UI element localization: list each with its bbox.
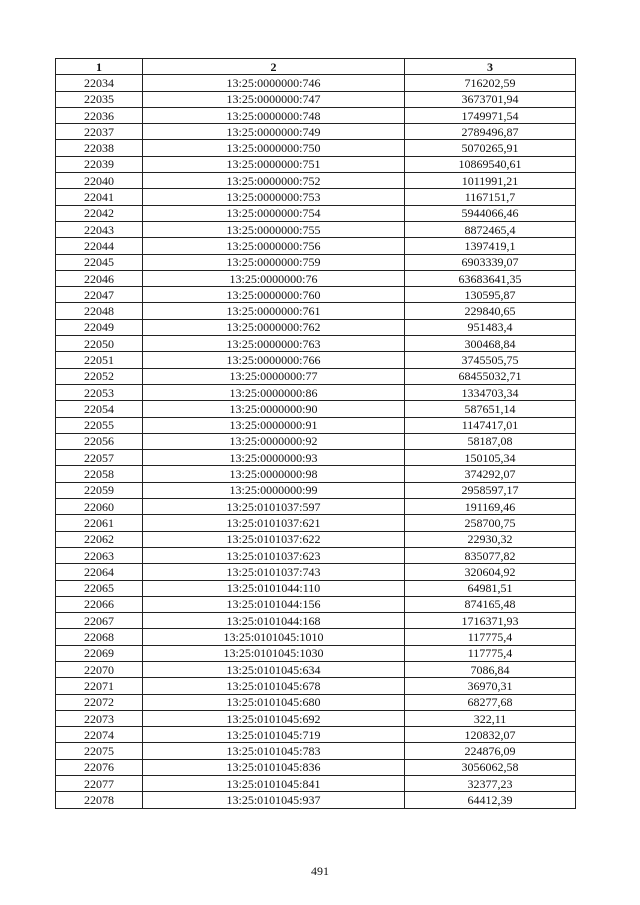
value-cell: 6903339,07	[405, 254, 576, 270]
row-number-cell: 22059	[56, 482, 143, 498]
table-row	[56, 319, 576, 335]
table-row	[56, 303, 576, 319]
value-cell: 716202,59	[405, 75, 576, 91]
value-cell: 1011991,21	[405, 173, 576, 189]
value-cell: 7086,84	[405, 661, 576, 677]
row-number-cell: 22049	[56, 319, 143, 335]
table-row	[56, 629, 576, 645]
value-cell: 587651,14	[405, 401, 576, 417]
table-row	[56, 580, 576, 596]
value-cell: 32377,23	[405, 776, 576, 792]
row-number-cell: 22068	[56, 629, 143, 645]
row-number-cell: 22071	[56, 678, 143, 694]
table-row	[56, 75, 576, 91]
row-number-cell: 22064	[56, 564, 143, 580]
value-cell: 68455032,71	[405, 368, 576, 384]
row-number-cell: 22065	[56, 580, 143, 596]
table-row	[56, 531, 576, 547]
cadastral-number-cell: 13:25:0000000:751	[143, 156, 405, 172]
table-row	[56, 205, 576, 221]
row-number-cell: 22066	[56, 596, 143, 612]
cadastral-number-cell: 13:25:0000000:76	[143, 270, 405, 286]
cadastral-number-cell: 13:25:0000000:761	[143, 303, 405, 319]
cadastral-number-cell: 13:25:0101045:692	[143, 710, 405, 726]
cadastral-number-cell: 13:25:0101045:937	[143, 792, 405, 808]
table-row	[56, 384, 576, 400]
table-row	[56, 352, 576, 368]
table-row	[56, 189, 576, 205]
row-number-cell: 22062	[56, 531, 143, 547]
value-cell: 258700,75	[405, 515, 576, 531]
row-number-cell: 22055	[56, 417, 143, 433]
table-row	[56, 564, 576, 580]
table-row	[56, 221, 576, 237]
value-cell: 120832,07	[405, 727, 576, 743]
row-number-cell: 22078	[56, 792, 143, 808]
row-number-cell: 22075	[56, 743, 143, 759]
value-cell: 2958597,17	[405, 482, 576, 498]
cadastral-number-cell: 13:25:0101037:621	[143, 515, 405, 531]
table-row	[56, 91, 576, 107]
value-cell: 150105,34	[405, 450, 576, 466]
cadastral-number-cell: 13:25:0101044:156	[143, 596, 405, 612]
registry-table	[55, 58, 576, 809]
cadastral-number-cell: 13:25:0101037:623	[143, 547, 405, 563]
row-number-cell: 22043	[56, 221, 143, 237]
cadastral-number-cell: 13:25:0000000:90	[143, 401, 405, 417]
row-number-cell: 22045	[56, 254, 143, 270]
cadastral-number-cell: 13:25:0000000:766	[143, 352, 405, 368]
cadastral-number-cell: 13:25:0000000:750	[143, 140, 405, 156]
table-row	[56, 678, 576, 694]
row-number-cell: 22070	[56, 661, 143, 677]
table-row	[56, 368, 576, 384]
row-number-cell: 22056	[56, 433, 143, 449]
table-row	[56, 710, 576, 726]
value-cell: 951483,4	[405, 319, 576, 335]
cadastral-number-cell: 13:25:0101037:622	[143, 531, 405, 547]
value-cell: 1334703,34	[405, 384, 576, 400]
row-number-cell: 22073	[56, 710, 143, 726]
value-cell: 22930,32	[405, 531, 576, 547]
table-row	[56, 450, 576, 466]
cadastral-number-cell: 13:25:0101045:841	[143, 776, 405, 792]
cadastral-number-cell: 13:25:0000000:748	[143, 107, 405, 123]
value-cell: 300468,84	[405, 336, 576, 352]
row-number-cell: 22036	[56, 107, 143, 123]
value-cell: 322,11	[405, 710, 576, 726]
row-number-cell: 22035	[56, 91, 143, 107]
row-number-cell: 22037	[56, 124, 143, 140]
row-number-cell: 22060	[56, 499, 143, 515]
cadastral-number-cell: 13:25:0000000:91	[143, 417, 405, 433]
row-number-cell: 22074	[56, 727, 143, 743]
value-cell: 117775,4	[405, 645, 576, 661]
table-row	[56, 433, 576, 449]
cadastral-number-cell: 13:25:0000000:755	[143, 221, 405, 237]
value-cell: 1167151,7	[405, 189, 576, 205]
table-row	[56, 499, 576, 515]
table-body	[56, 75, 576, 808]
table-row	[56, 596, 576, 612]
cadastral-number-cell: 13:25:0000000:754	[143, 205, 405, 221]
cadastral-number-cell: 13:25:0000000:753	[143, 189, 405, 205]
cadastral-number-cell: 13:25:0101037:597	[143, 499, 405, 515]
cadastral-number-cell: 13:25:0000000:759	[143, 254, 405, 270]
value-cell: 374292,07	[405, 466, 576, 482]
cadastral-number-cell: 13:25:0000000:747	[143, 91, 405, 107]
row-number-cell: 22034	[56, 75, 143, 91]
value-cell: 58187,08	[405, 433, 576, 449]
cadastral-number-cell: 13:25:0101045:634	[143, 661, 405, 677]
row-number-cell: 22048	[56, 303, 143, 319]
cadastral-number-cell: 13:25:0101045:678	[143, 678, 405, 694]
table-row	[56, 613, 576, 629]
row-number-cell: 22039	[56, 156, 143, 172]
row-number-cell: 22047	[56, 287, 143, 303]
table-row	[56, 792, 576, 808]
cadastral-number-cell: 13:25:0000000:752	[143, 173, 405, 189]
row-number-cell: 22054	[56, 401, 143, 417]
table-row	[56, 254, 576, 270]
value-cell: 229840,65	[405, 303, 576, 319]
table-row	[56, 759, 576, 775]
cadastral-number-cell: 13:25:0000000:93	[143, 450, 405, 466]
value-cell: 1749971,54	[405, 107, 576, 123]
cadastral-number-cell: 13:25:0000000:92	[143, 433, 405, 449]
cadastral-number-cell: 13:25:0000000:756	[143, 238, 405, 254]
value-cell: 64981,51	[405, 580, 576, 596]
row-number-cell: 22051	[56, 352, 143, 368]
table-row	[56, 547, 576, 563]
header-row	[56, 59, 576, 75]
table-row	[56, 238, 576, 254]
value-cell: 8872465,4	[405, 221, 576, 237]
cadastral-number-cell: 13:25:0101044:168	[143, 613, 405, 629]
cadastral-number-cell: 13:25:0000000:762	[143, 319, 405, 335]
table-row	[56, 287, 576, 303]
cadastral-number-cell: 13:25:0101044:110	[143, 580, 405, 596]
row-number-cell: 22050	[56, 336, 143, 352]
value-cell: 5944066,46	[405, 205, 576, 221]
cadastral-number-cell: 13:25:0000000:763	[143, 336, 405, 352]
row-number-cell: 22057	[56, 450, 143, 466]
row-number-cell: 22038	[56, 140, 143, 156]
value-cell: 1147417,01	[405, 417, 576, 433]
row-number-cell: 22058	[56, 466, 143, 482]
cadastral-number-cell: 13:25:0000000:760	[143, 287, 405, 303]
value-cell: 10869540,61	[405, 156, 576, 172]
row-number-cell: 22077	[56, 776, 143, 792]
table-row	[56, 156, 576, 172]
cadastral-number-cell: 13:25:0000000:746	[143, 75, 405, 91]
table-row	[56, 776, 576, 792]
row-number-cell: 22076	[56, 759, 143, 775]
value-cell: 63683641,35	[405, 270, 576, 286]
value-cell: 36970,31	[405, 678, 576, 694]
value-cell: 64412,39	[405, 792, 576, 808]
column-header-1: 1	[56, 59, 143, 75]
value-cell: 1716371,93	[405, 613, 576, 629]
table-row	[56, 661, 576, 677]
value-cell: 3673701,94	[405, 91, 576, 107]
row-number-cell: 22052	[56, 368, 143, 384]
table-row	[56, 743, 576, 759]
table-row	[56, 140, 576, 156]
value-cell: 2789496,87	[405, 124, 576, 140]
value-cell: 3745505,75	[405, 352, 576, 368]
table-row	[56, 645, 576, 661]
value-cell: 835077,82	[405, 547, 576, 563]
table-header	[56, 59, 576, 75]
row-number-cell: 22067	[56, 613, 143, 629]
column-header-3: 3	[405, 59, 576, 75]
cadastral-number-cell: 13:25:0101037:743	[143, 564, 405, 580]
cadastral-number-cell: 13:25:0101045:783	[143, 743, 405, 759]
value-cell: 224876,09	[405, 743, 576, 759]
row-number-cell: 22042	[56, 205, 143, 221]
table-row	[56, 694, 576, 710]
cadastral-number-cell: 13:25:0101045:1030	[143, 645, 405, 661]
table-row	[56, 173, 576, 189]
cadastral-number-cell: 13:25:0000000:99	[143, 482, 405, 498]
cadastral-number-cell: 13:25:0101045:719	[143, 727, 405, 743]
row-number-cell: 22044	[56, 238, 143, 254]
cadastral-number-cell: 13:25:0101045:1010	[143, 629, 405, 645]
table-row	[56, 401, 576, 417]
table-row	[56, 482, 576, 498]
row-number-cell: 22069	[56, 645, 143, 661]
row-number-cell: 22046	[56, 270, 143, 286]
value-cell: 130595,87	[405, 287, 576, 303]
table-row	[56, 336, 576, 352]
row-number-cell: 22040	[56, 173, 143, 189]
column-header-2: 2	[143, 59, 405, 75]
value-cell: 3056062,58	[405, 759, 576, 775]
cadastral-number-cell: 13:25:0101045:836	[143, 759, 405, 775]
value-cell: 5070265,91	[405, 140, 576, 156]
table-row	[56, 466, 576, 482]
row-number-cell: 22041	[56, 189, 143, 205]
value-cell: 68277,68	[405, 694, 576, 710]
table-row	[56, 727, 576, 743]
row-number-cell: 22053	[56, 384, 143, 400]
table-row	[56, 107, 576, 123]
value-cell: 1397419,1	[405, 238, 576, 254]
row-number-cell: 22063	[56, 547, 143, 563]
table-row	[56, 124, 576, 140]
cadastral-number-cell: 13:25:0000000:749	[143, 124, 405, 140]
value-cell: 874165,48	[405, 596, 576, 612]
table-row	[56, 270, 576, 286]
value-cell: 191169,46	[405, 499, 576, 515]
table-row	[56, 515, 576, 531]
value-cell: 117775,4	[405, 629, 576, 645]
page-number: 491	[311, 864, 329, 878]
cadastral-number-cell: 13:25:0000000:77	[143, 368, 405, 384]
row-number-cell: 22061	[56, 515, 143, 531]
cadastral-number-cell: 13:25:0000000:98	[143, 466, 405, 482]
value-cell: 320604,92	[405, 564, 576, 580]
cadastral-number-cell: 13:25:0101045:680	[143, 694, 405, 710]
cadastral-number-cell: 13:25:0000000:86	[143, 384, 405, 400]
row-number-cell: 22072	[56, 694, 143, 710]
table-row	[56, 417, 576, 433]
